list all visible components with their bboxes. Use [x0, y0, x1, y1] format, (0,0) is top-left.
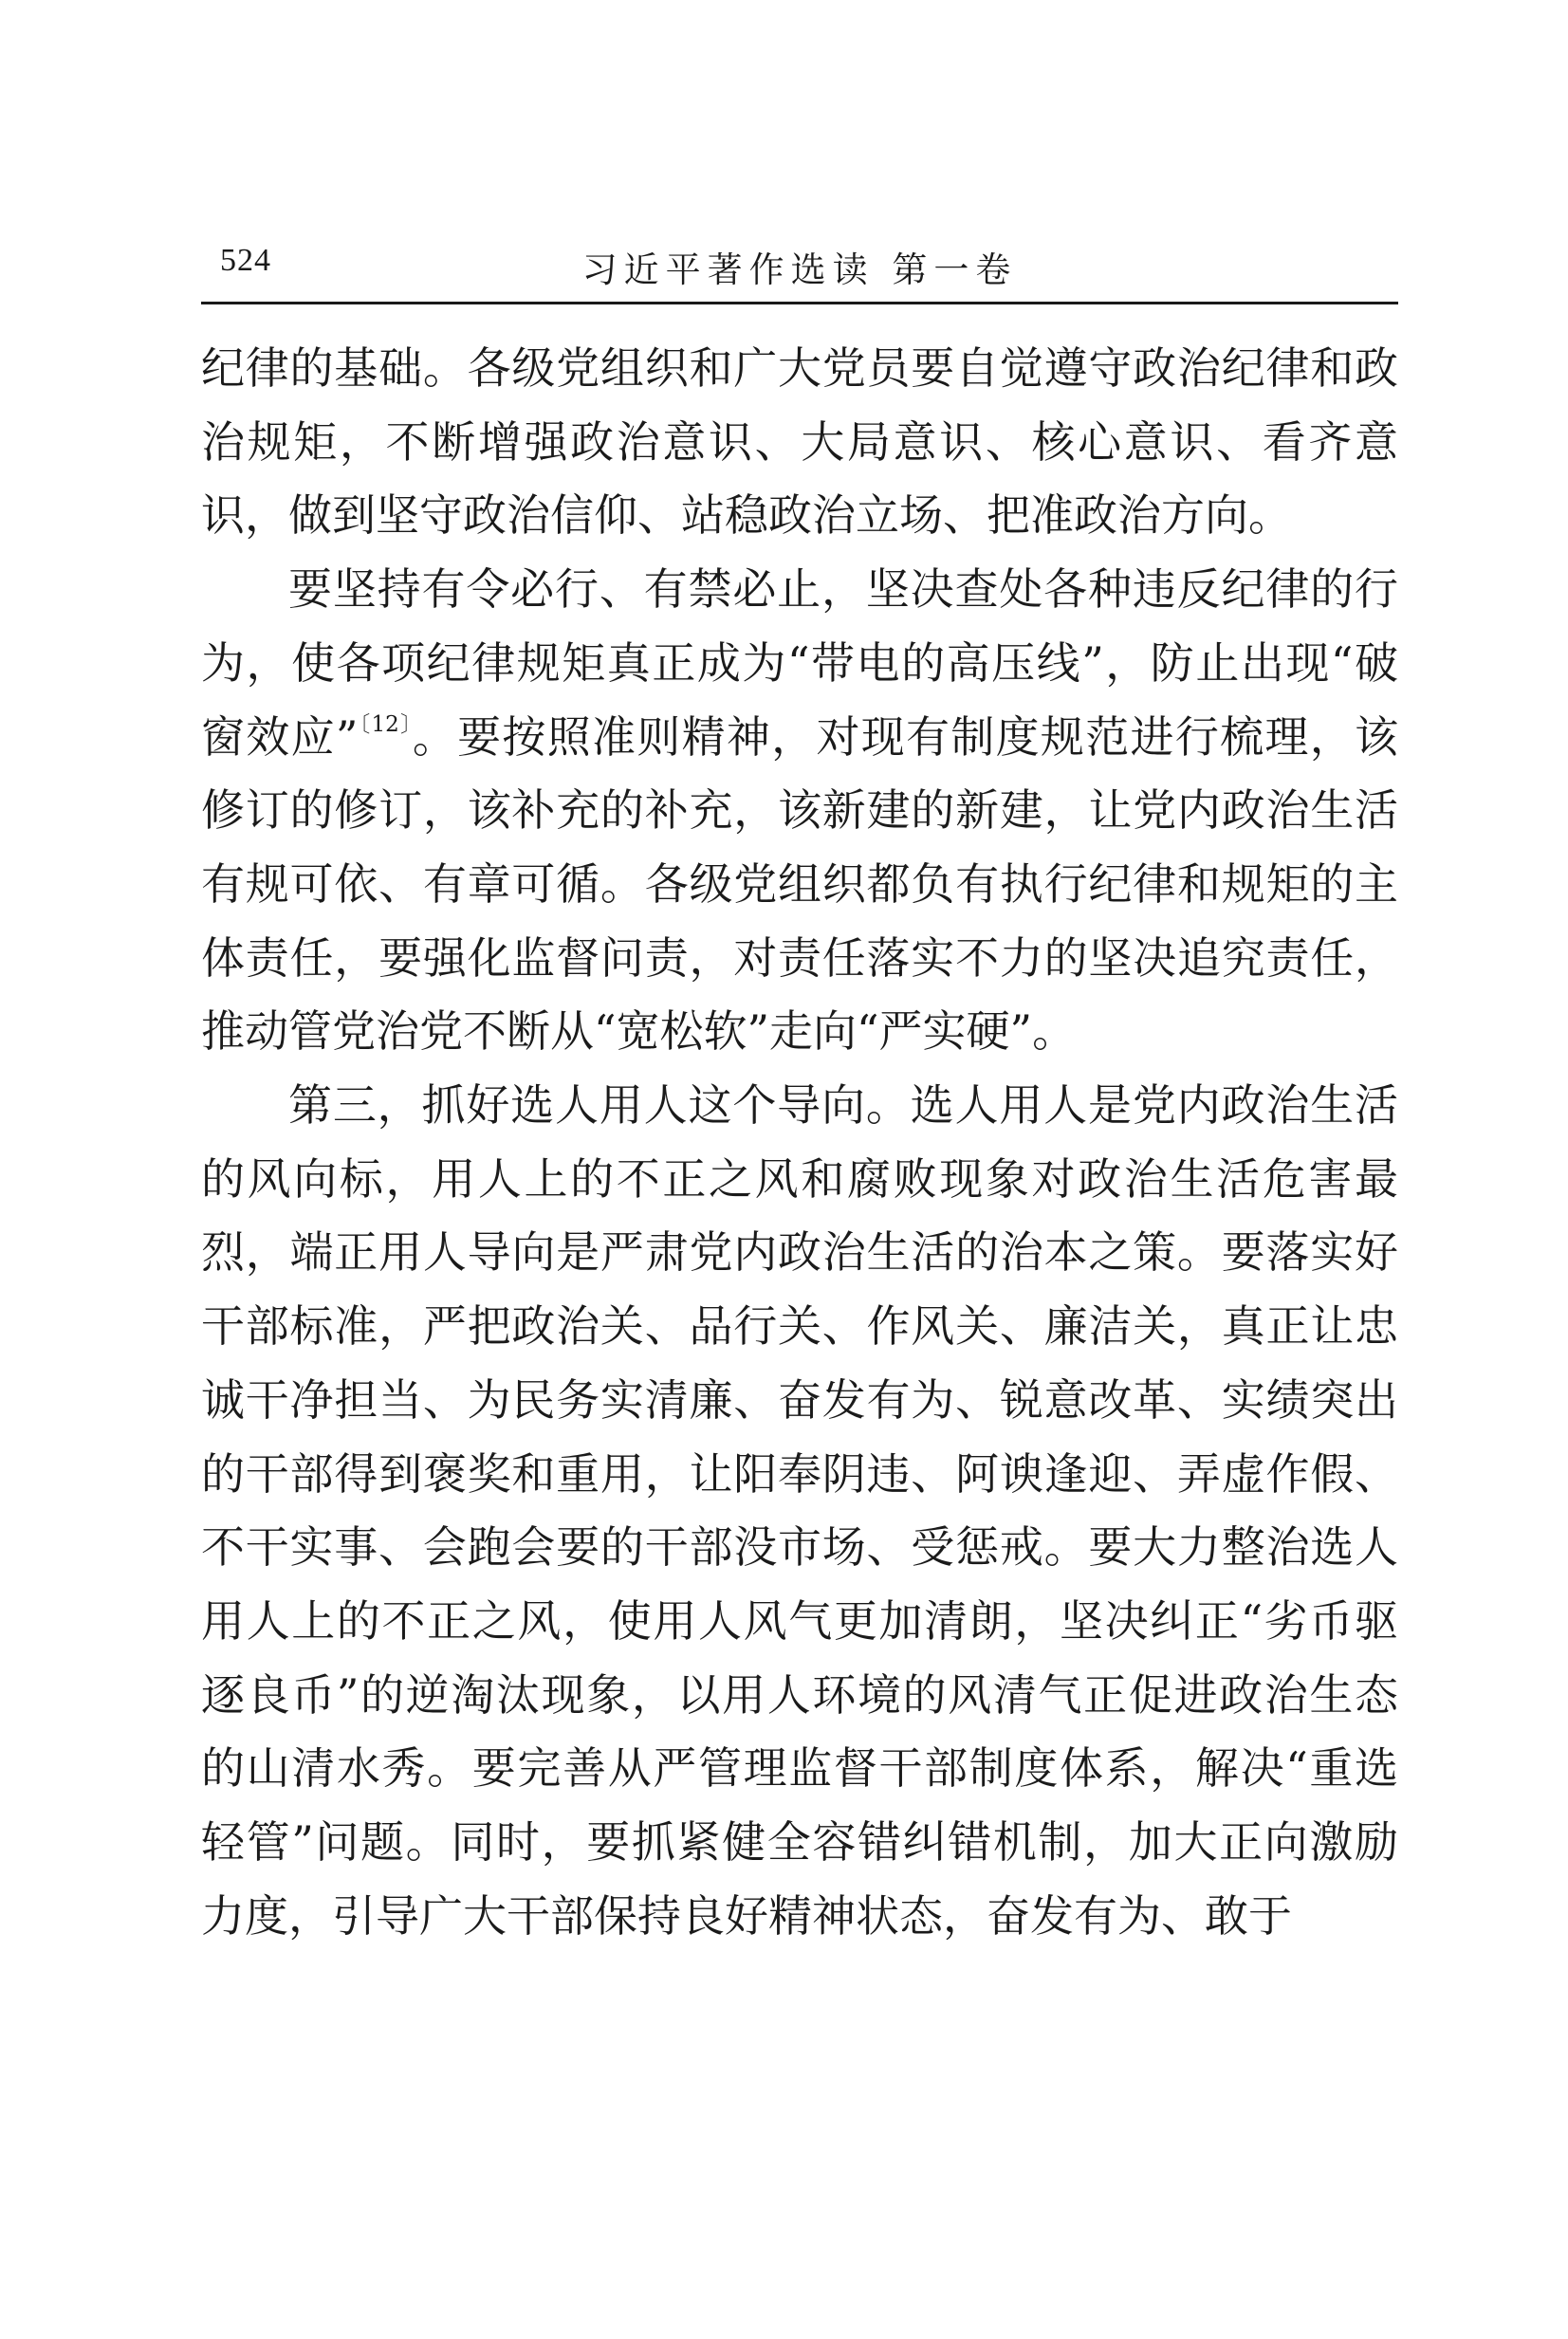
paragraph-3: 第三，抓好选人用人这个导向。选人用人是党内政治生活的风向标，用人上的不正之风和腐败现象对政治生活危害最烈，端正用人导向是严肃党内政治生活的治本之策。要落实好干部标准，严把政治关、品行关、作风关、廉洁关，真正让忠诚干净担当、为民务实清廉、奋发有为、锐意改革、实绩突出的干部得到褒奖和重用，让阳奉阴违、阿谀逢迎、弄虚作假、不干实事、会跑会要的干部没市场、受惩戒。要大力整治选人用人上的不正之风，使用人风气更加清朗，坚决纠正“劣币驱逐良币”的逆淘汰现象，以用人环境的风清气正促进政治生态的山清水秀。要完善从严管理监督干部制度体系，解决“重选轻管”问题。同时，要抓紧健全容错纠错机制，加大正向激励力度，引导广大干部保持良好精神状态，奋发有为、敢于 [201, 1079, 1398, 1942]
body-text [201, 332, 1398, 1953]
footnote-reference[interactable]: 〔12〕 [358, 711, 413, 737]
paragraph-2-text-start: 要坚持有令必行、有禁必止，坚决查处各种违反纪律的行为，使各项纪律规矩真正成为“带电的高压线”，防止出现“破窗效应” [201, 563, 1398, 763]
header-rule [201, 302, 1398, 304]
running-header [201, 235, 1398, 302]
running-title: 习近平著作选读 第一卷 [581, 249, 1018, 290]
paragraph-1: 纪律的基础。各级党组织和广大党员要自觉遵守政治纪律和政治规矩，不断增强政治意识、大局意识、核心意识、看齐意识，做到坚守政治信仰、站稳政治立场、把准政治方向。 [201, 342, 1398, 542]
page-number: 524 [220, 243, 271, 278]
paragraph-2 [201, 553, 1398, 1069]
paragraph-2-text-end: 。要按照准则精神，对现有制度规范进行梳理，该修订的修订，该补充的补充，该新建的新建，让党内政治生活有规可依、有章可循。各级党组织都负有执行纪律和规矩的主体责任，要强化监督问责，对责任落实不力的坚决追究责任，推动管党治党不断从“宽松软”走向“严实硬”。 [201, 710, 1398, 1058]
